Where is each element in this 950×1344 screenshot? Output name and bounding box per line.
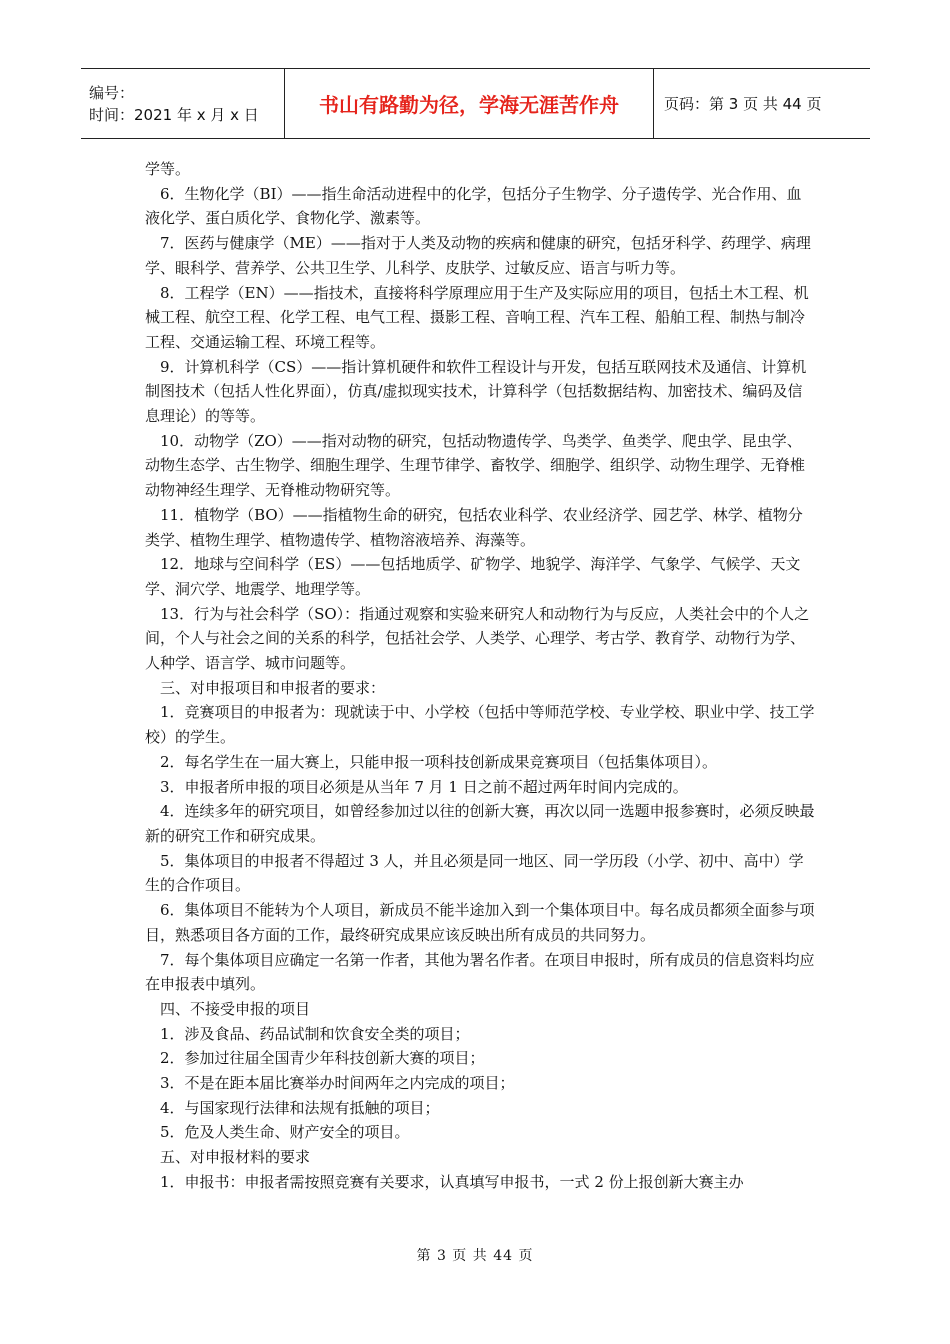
header-page-label: 页码：第 3 页 共 44 页 <box>664 95 822 113</box>
paragraph: 4．与国家现行法律和法规有抵触的项目； <box>160 1098 440 1117</box>
paragraph: 11．植物学（BO）——指植物生命的研究，包括农业科学、农业经济学、园艺学、林学、植物分类学、植物生理学、植物遗传学、植物溶液培养、海藻等。 <box>145 505 803 549</box>
paragraph: 1．竞赛项目的申报者为：现就读于中、小学校（包括中等师范学校、专业学校、职业中学、技工学校）的学生。 <box>145 703 815 747</box>
paragraph: 9．计算机科学（CS）——指计算机硬件和软件工程设计与开发，包括互联网技术及通信、计算机制图技术（包括人性化界面），仿真/虚拟现实技术，计算科学（包括数据结构、加密技术、编码及信息理论）的等等。 <box>145 357 807 426</box>
paragraph: 7．每个集体项目应确定一名第一作者，其他为署名作者。在项目申报时，所有成员的信息资料均应在申报表中填列。 <box>145 950 815 994</box>
paragraph: 1．申报书：申报者需按照竞赛有关要求，认真填写申报书，一式 2 份上报创新大赛主办 <box>160 1172 744 1191</box>
paragraph: 6．集体项目不能转为个人项目，新成员不能半途加入到一个集体项目中。每名成员都须全面参与项目，熟悉项目各方面的工作，最终研究成果应该反映出所有成员的共同努力。 <box>145 901 815 944</box>
paragraph: 2．参加过往届全国青少年科技创新大赛的项目； <box>160 1049 485 1068</box>
page-header <box>81 68 870 139</box>
paragraph: 学等。 <box>145 160 191 178</box>
paragraph: 3．申报者所申报的项目必须是从当年 7 月 1 日之前不超过两年时间内完成的。 <box>160 777 688 796</box>
paragraph: 10．动物学（ZO）——指对动物的研究，包括动物遗传学、鸟类学、鱼类学、爬虫学、昆虫学、动物生态学、古生物学、细胞生理学、生理节律学、畜牧学、细胞学、组织学、动物生理学、无脊椎动物神经生理学、无脊椎动物研究等。 <box>145 431 806 500</box>
section-heading: 五、对申报材料的要求 <box>160 1148 311 1167</box>
paragraph: 13．行为与社会科学（SO）：指通过观察和实验来研究人和动物行为与反应，人类社会中的个人之间，个人与社会之间的关系的科学，包括社会学、人类学、心理学、考古学、教育学、动物行为学、人种学、语言学、城市问题等。 <box>145 604 810 673</box>
paragraph: 12．地球与空间科学（ES）——包括地质学、矿物学、地貌学、海洋学、气象学、气候学、天文学、洞穴学、地震学、地理学等。 <box>145 555 801 598</box>
paragraph: 1．涉及食品、药品试制和饮食安全类的项目； <box>160 1024 470 1043</box>
paragraph: 5．危及人类生命、财产安全的项目。 <box>160 1123 410 1142</box>
header-motto: 书山有路勤为径，学海无涯苦作舟 <box>319 93 619 117</box>
paragraph: 6．生物化学（BI）——指生命活动进程中的化学，包括分子生物学、分子遗传学、光合作用、血液化学、蛋白质化学、食物化学、激素等。 <box>145 184 802 228</box>
section-heading: 三、对申报项目和申报者的要求： <box>160 678 386 697</box>
paragraph: 5．集体项目的申报者不得超过 3 人，并且必须是同一地区、同一学历段（小学、初中、高中）学生的合作项目。 <box>145 851 804 895</box>
document-number-label: 编号： <box>89 83 135 102</box>
document-body <box>145 157 815 1195</box>
header-page-cell <box>654 69 870 138</box>
paragraph: 7．医药与健康学（ME）——指对于人类及动物的疾病和健康的研究，包括牙科学、药理学、病理学、眼科学、营养学、公共卫生学、儿科学、皮肤学、过敏反应、语言与听力等。 <box>145 234 811 277</box>
section-heading: 四、不接受申报的项目 <box>160 999 311 1018</box>
page-footer: 第 3 页 共 44 页 <box>416 1248 534 1264</box>
paragraph: 2．每名学生在一届大赛上，只能申报一项科技创新成果竞赛项目（包括集体项目）。 <box>160 752 718 771</box>
paragraph: 4．连续多年的研究项目，如曾经参加过以往的创新大赛，再次以同一选题申报参赛时，必须反映最新的研究工作和研究成果。 <box>145 802 815 845</box>
header-meta <box>81 69 284 138</box>
header-motto-cell <box>284 69 654 138</box>
document-date-label: 时间：2021 年 x 月 x 日 <box>89 105 259 124</box>
paragraph: 8．工程学（EN）——指技术，直接将科学原理应用于生产及实际应用的项目，包括土木工程、机械工程、航空工程、化学工程、电气工程、摄影工程、音响工程、汽车工程、船舶工程、制热与制冷工程、交通运输工程、环境工程等。 <box>145 283 809 351</box>
paragraph: 3．不是在距本届比赛举办时间两年之内完成的项目； <box>160 1074 515 1093</box>
